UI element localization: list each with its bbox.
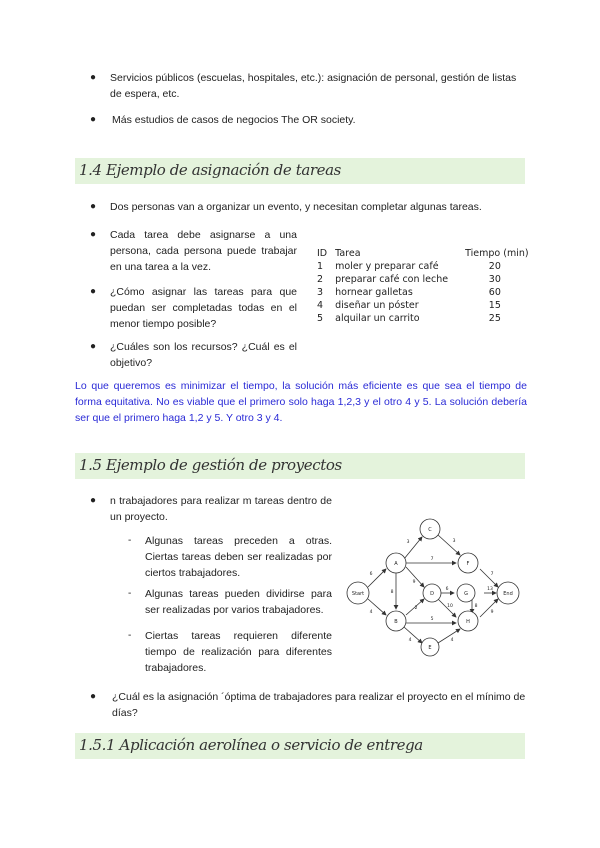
node-label: F [466,561,470,567]
edge-label: 8 [474,604,478,609]
section-title-1-5-1: 1.5.1 Aplicación aerolínea o servicio de entrega [79,736,423,754]
table-row [313,312,533,325]
table-cell: preparar café con leche [335,274,449,285]
edge-label: 7 [430,557,434,562]
project-sub-item-1: Algunas tareas preceden a otras. Ciertas tareas deben ser realizadas por ciertos trabajadores. [145,535,332,579]
tasks-table [313,247,533,325]
table-cell: 2 [317,274,324,285]
table-cell: moler y preparar café [335,261,439,272]
node-label: H [466,619,470,625]
project-sub-item-3: Ciertas tareas requieren diferente tiempo de realización para diferentes trabajadores. [145,630,332,674]
edge-label: 9 [490,610,494,615]
bullet-icon: ● [90,229,97,240]
table-cell: 60 [488,287,501,298]
bullet-icon: ● [90,201,97,212]
section-header-1-5-1 [75,733,525,759]
edge-label: 4 [369,610,373,615]
table-cell: hornear galletas [335,287,413,298]
task-bullet-1: Dos personas van a organizar un evento, y necesitan completar algunas tareas. [110,201,482,213]
node-label: D [430,591,434,597]
task-bullet-4: ¿Cuáles son los recursos? ¿Cuál es el objetivo? [110,341,297,369]
section-title-1-5: 1.5 Ejemplo de gestión de proyectos [79,456,342,474]
table-row [313,286,533,299]
edge-label: 10 [447,604,453,609]
edge-label: 4 [450,638,454,643]
project-bullet-question: ¿Cuál es la asignación ´óptima de trabajadores para realizar el proyecto en el mínimo de días? [112,691,526,719]
edge-label: 7 [490,572,494,577]
table-cell: 25 [488,313,501,324]
node-label: E [428,645,432,651]
node-label: G [464,591,468,597]
table-cell: 1 [317,261,324,272]
section-header-1-4 [75,158,525,184]
task-bullet-3: ¿Cómo asignar las tareas para que puedan ser completadas todas en el menor tiempo posible? [110,286,297,330]
bullet-icon: ● [90,114,97,125]
table-cell: 30 [488,274,501,285]
edge-label: 6 [369,572,373,577]
table-cell: diseñar un póster [335,300,419,311]
bullet-icon: ● [90,691,97,702]
table-cell: 5 [317,313,324,324]
node-label: End [503,591,513,597]
edge-label: 5 [430,617,434,622]
section-header-1-5 [75,453,525,479]
table-header-time: Tiempo (min) [465,248,529,259]
bullet-icon: ● [90,72,97,83]
table-cell: alquilar un carrito [335,313,420,324]
table-row [313,273,533,286]
node-label: Start [351,591,365,597]
dash-icon: - [128,630,132,641]
section-title-1-4: 1.4 Ejemplo de asignación de tareas [79,161,341,179]
node-label: C [428,527,432,533]
project-network-diagram [340,515,530,663]
edge-label: 13 [487,587,493,592]
task-bullet-2: Cada tarea debe asignarse a una persona, cada persona puede trabajar en una tarea a la vez. [110,229,297,273]
project-sub-item-2: Algunas tareas pueden dividirse para ser realizadas por varios trabajadores. [145,588,332,616]
dash-icon: - [128,588,132,599]
table-header-id: ID [317,248,328,259]
edge-label: 8 [390,590,394,595]
project-bullet-main: n trabajadores para realizar m tareas dentro de un proyecto. [110,495,332,523]
edge-label: 4 [408,638,412,643]
table-header-row [313,247,533,260]
dash-icon: - [128,535,132,546]
bullet-icon: ● [90,286,97,297]
intro-bullet-1: Servicios públicos (escuelas, hospitales, etc.): asignación de personal, gestión de listas de espera, etc. [110,72,517,100]
table-header-task: Tarea [335,248,361,259]
table-row [313,299,533,312]
bullet-icon: ● [90,341,97,352]
table-cell: 4 [317,300,324,311]
answer-paragraph: Lo que queremos es minimizar el tiempo, la solución más eficiente es que sea el tiempo de forma equitativa. No es viable que el primero solo haga 1,2,3 y el otro 4 y 5. La solución debería ser que el primero haga 1,2 y 5. Y otro 3 y 4. [75,380,527,424]
bullet-icon: ● [90,495,97,506]
node-label: B [394,619,398,625]
table-row [313,260,533,273]
node-label: A [394,561,398,567]
edge-label: 3 [452,539,456,544]
edge-label: 3 [406,540,410,545]
table-cell: 3 [317,287,324,298]
intro-bullet-2: Más estudios de casos de negocios The OR society. [112,114,356,126]
edge-label: 9 [412,580,416,585]
edge-label: 2 [414,606,418,611]
table-cell: 20 [488,261,501,272]
edge-label: 6 [445,587,449,592]
table-cell: 15 [488,300,501,311]
